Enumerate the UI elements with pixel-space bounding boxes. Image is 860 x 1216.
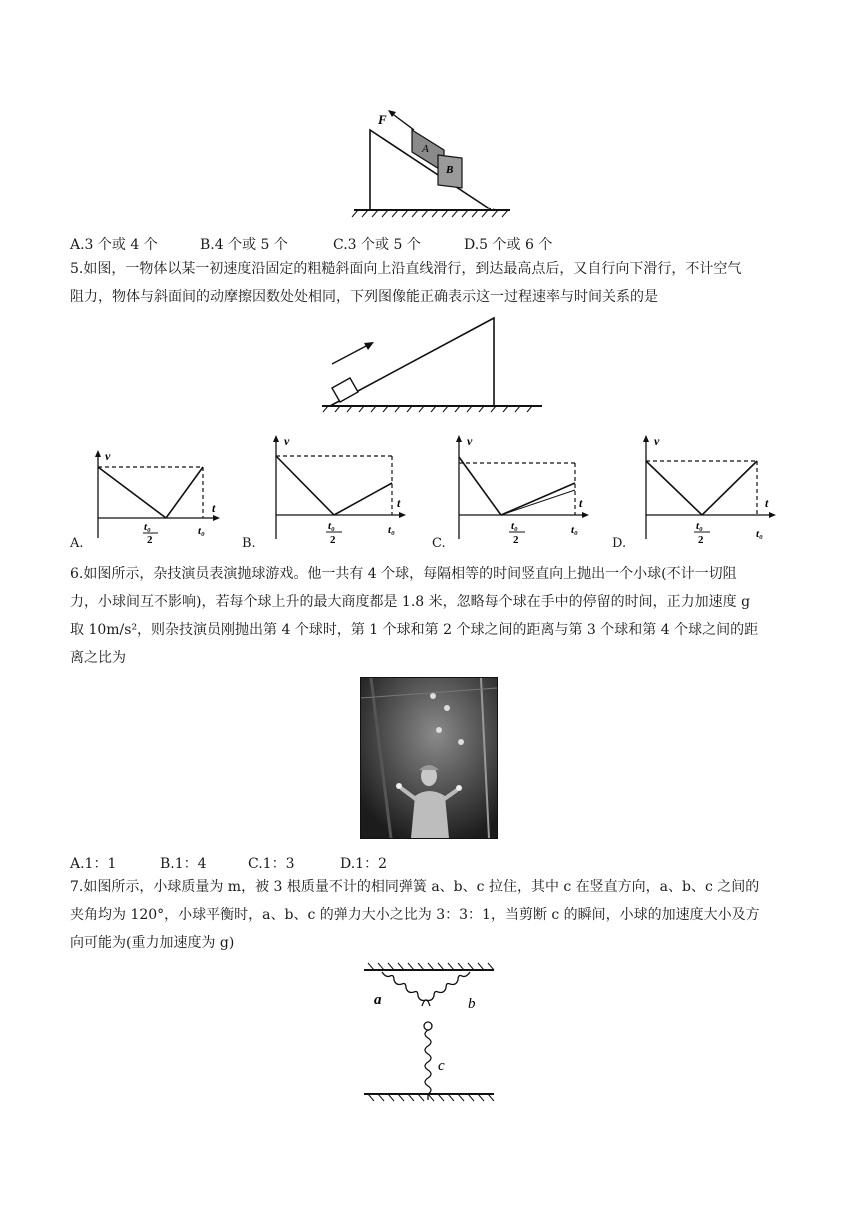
q5d-t-end: t₀ bbox=[756, 528, 763, 540]
q6-line-2: 力，小球间互不影响)，若每个球上升的最大商度都是 1.8 米，忽略每个球在手中的停留的时间，正力加速度 g bbox=[70, 594, 751, 610]
q4-option-d: D.5 个或 6 个 bbox=[464, 237, 553, 253]
q5-label-d: D. bbox=[612, 536, 627, 551]
q6-option-b: B.1：4 bbox=[160, 856, 207, 872]
q5c-half-den: 2 bbox=[513, 534, 519, 545]
q5c-t-end: t₀ bbox=[571, 524, 578, 536]
q5-graph-a bbox=[86, 448, 226, 544]
q4-option-a: A.3 个或 4 个 bbox=[70, 237, 158, 253]
q5b-t-end: t₀ bbox=[388, 524, 395, 536]
q5a-axis-v: v bbox=[105, 449, 111, 463]
q6-option-c: C.1：3 bbox=[248, 856, 295, 872]
q5-incline-figure bbox=[318, 312, 546, 416]
q5-graph-b bbox=[260, 433, 410, 545]
q6-line-4: 离之比为 bbox=[70, 650, 126, 666]
q5d-axis-t: t bbox=[765, 496, 769, 510]
q7-label-a: a bbox=[374, 992, 382, 1008]
q5b-half-den: 2 bbox=[330, 534, 336, 545]
q7-line-3: 向可能为(重力加速度为 g) bbox=[70, 935, 235, 951]
q5d-axis-v: v bbox=[654, 434, 660, 448]
q5c-axis-t: t bbox=[579, 496, 583, 510]
q5a-t-half: t₀ bbox=[144, 521, 151, 533]
q4-label-f: F bbox=[378, 112, 387, 127]
q5-label-b: B. bbox=[242, 536, 256, 551]
q6-option-d: D.1：2 bbox=[340, 856, 387, 872]
q5-graph-d bbox=[630, 433, 780, 545]
q4-label-a: A bbox=[422, 143, 429, 155]
q5-graph-c bbox=[445, 433, 595, 545]
q5b-axis-v: v bbox=[284, 434, 290, 448]
q5a-axis-t: t bbox=[212, 501, 216, 515]
q7-line-2: 夹角均为 120°，小球平衡时，a、b、c 的弹力大小之比为 3：3：1，当剪断 c 的瞬间，小球的加速度大小及方 bbox=[70, 907, 760, 923]
q5-label-a: A. bbox=[70, 536, 84, 551]
q6-line-3: 取 10m/s²，则杂技演员刚抛出第 4 个球时，第 1 个球和第 2 个球之间的距离与第 3 个球和第 4 个球之间的距 bbox=[70, 622, 759, 638]
q6-juggler-photo bbox=[360, 677, 498, 839]
q6-question bbox=[70, 560, 800, 672]
q4-label-b: B bbox=[446, 164, 454, 176]
q6-line-1: 6.如图所示，杂技演员表演抛球游戏。他一共有 4 个球，每隔相等的时间竖直向上抛出一个小球(不计一切阻 bbox=[70, 566, 737, 582]
q5-question bbox=[70, 255, 800, 311]
q5d-half-den: 2 bbox=[698, 534, 704, 545]
q4-option-b: B.4 个或 5 个 bbox=[200, 237, 288, 253]
q4-figure bbox=[348, 100, 518, 220]
q7-label-c: c bbox=[438, 1058, 445, 1074]
q5-label-c: C. bbox=[432, 536, 446, 551]
q5a-t-end: t₀ bbox=[198, 525, 205, 537]
q5-line-2: 阻力，物体与斜面间的动摩擦因数处处相同，下列图像能正确表示这一过程速率与时间关系的是 bbox=[70, 289, 658, 305]
q6-option-a: A.1：1 bbox=[70, 856, 117, 872]
q5-line-1: 5.如图，一物体以某一初速度沿固定的粗糙斜面向上沿直线滑行，到达最高点后，又自行向下滑行，不计空气 bbox=[70, 261, 742, 277]
q7-line-1: 7.如图所示，小球质量为 m，被 3 根质量不计的相同弹簧 a、b、c 拉住，其中 c 在竖直方向，a、b、c 之间的 bbox=[70, 879, 760, 895]
q5b-axis-t: t bbox=[397, 496, 401, 510]
q5b-t-half: t₀ bbox=[328, 520, 335, 532]
q4-option-c: C.3 个或 5 个 bbox=[333, 237, 421, 253]
q5c-axis-v: v bbox=[467, 434, 473, 448]
q7-label-b: b bbox=[468, 996, 476, 1012]
q7-question bbox=[70, 873, 800, 957]
q5a-half-den: 2 bbox=[147, 534, 153, 544]
q5c-t-half: t₀ bbox=[511, 520, 518, 532]
q7-spring-figure bbox=[358, 960, 500, 1106]
q5d-t-half: t₀ bbox=[696, 520, 703, 532]
